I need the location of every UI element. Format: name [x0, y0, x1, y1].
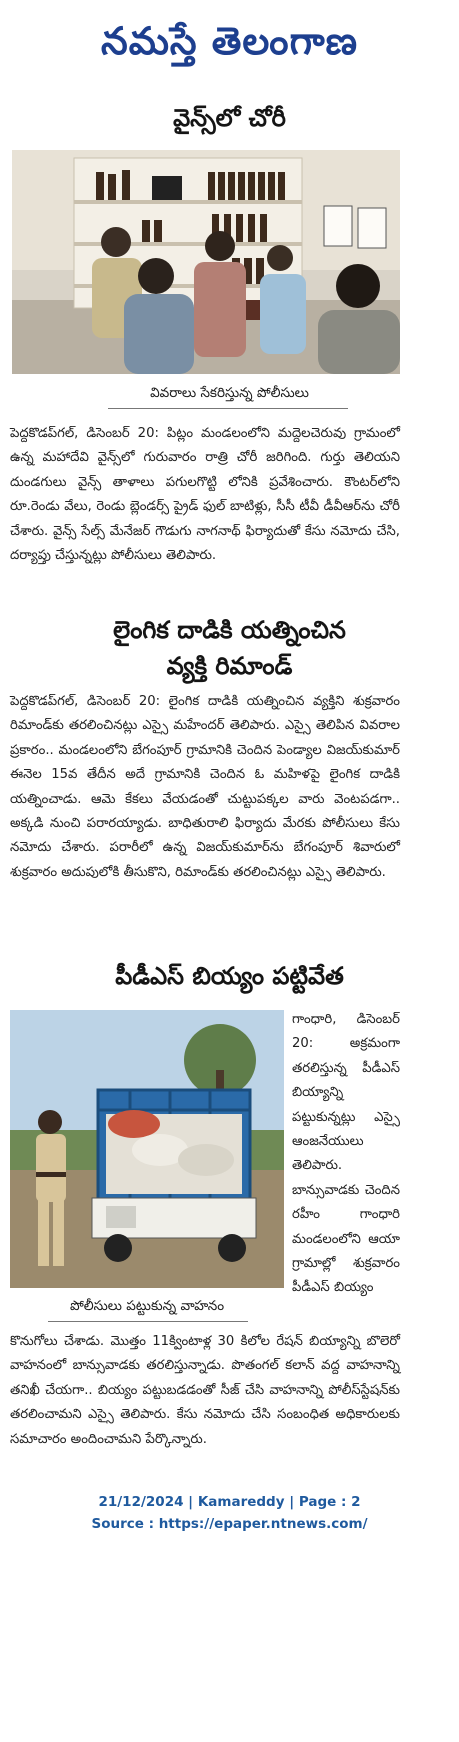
edition-info [0, 1494, 459, 1510]
source-link[interactable]: Source : https://epaper.ntnews.com/ [91, 1516, 368, 1532]
story3-photo-caption: పోలీసులు పట్టుకున్న వాహనం [69, 1298, 225, 1314]
masthead [0, 0, 459, 90]
story2-headline-line2: వ్యక్తి రిమాండ్ [166, 652, 293, 680]
wine-shop-photo [12, 150, 400, 374]
story3-headline: పీడీఎస్ బియ్యం పట్టివేత [115, 962, 344, 990]
story1-photo-caption: వివరాలు సేకరిస్తున్న పోలీసులు [150, 385, 309, 401]
newspaper-logo: నమస్తే తెలంగాణ [101, 17, 358, 63]
footer-separator: | [284, 1494, 299, 1510]
story1-body: పెద్దకొడప్‌గల్, డిసెంబర్ 20: పిట్లం మండలంలోని మద్దెలచెరువు గ్రామంలో ఉన్న మహాదేవి వైన్స్‌లో గురువారం రాత్రి చోరీ జరిగింది. గుర్తు తెలియని దుండగులు వైన్స్ తాళాలు పగులగొట్టి లోనికి ప్రవేశించారు. కౌంటర్‌లోని రూ.రెండు వేలు, రెండు బ్లెండర్స్ ప్రైడ్ ఫుల్ బాటిళ్లు, సీసీ టీవీ డీవీఆర్‌ను చోరీ చేశారు. వైన్స్ సేల్స్ మేనేజర్ గౌడుగు నాగనాథ్ ఫిర్యాదుతో కేసు నమోదు చేసి, దర్యాప్తు చేస్తున్నట్లు పోలీసులు తెలిపారు. [10, 426, 400, 564]
edition-name: Kamareddy [197, 1494, 285, 1510]
page-number: Page : 2 [298, 1494, 361, 1510]
story2-headline-line1: లైంగిక దాడికి యత్నించిన [113, 616, 346, 644]
story3-body-full: కొనుగోలు చేశాడు. మొత్తం 11క్వింటాళ్ల 30 కిలోల రేషన్ బియ్యాన్ని బొలెరో వాహనంలో బాన్సువాడకు తరలిస్తున్నాడు. పొతంగల్ కలాన్ వద్ద వాహనాన్ని తనిఖీ చేయగా.. బియ్యం పట్టుబడడంతో సీజ్ చేసి వాహనాన్ని పోలీస్‌స్టేషన్‌కు తరలించామని ఎస్సై తెలిపారు. కేసు నమోదు చేసి సంబంధిత అధికారులకు సమాచారం అందించామని పేర్కొన్నారు. [10, 1334, 400, 1447]
footer-separator: | [183, 1494, 198, 1510]
edition-date: 21/12/2024 [98, 1494, 184, 1510]
seized-vehicle-photo [10, 1010, 284, 1288]
caption-divider [48, 1321, 248, 1322]
story1-headline: వైన్స్‌లో చోరీ [173, 104, 286, 132]
story3-body-side: గాంధారి, డిసెంబర్ 20: అక్రమంగా తరలిస్తున్న పీడీఎస్ బియ్యాన్ని పట్టుకున్నట్లు ఎస్సై ఆంజనేయులు తెలిపారు. బాన్సువాడకు చెందిన రహీం గాంధారి మండలంలోని ఆయా గ్రామాల్లో శుక్రవారం పీడీఎస్ బియ్యం [292, 1012, 400, 1296]
caption-divider [108, 408, 348, 409]
story2-body: పెద్దకొడప్‌గల్, డిసెంబర్ 20: లైంగిక దాడికి యత్నించిన వ్యక్తిని శుక్రవారం రిమాండ్‌కు తరలించినట్లు ఎస్సై మహేందర్ తెలిపారు. ఎస్సై తెలిపిన వివరాల ప్రకారం.. మండలంలోని బేగంపూర్ గ్రామానికి చెందిన పెండ్యాల విజయ్‌కుమార్ ఈనెల 15వ తేదీన అదే గ్రామానికి చెందిన ఓ మహిళపై లైంగిక దాడికి యత్నించాడు. ఆమె కేకలు వేయడంతో చుట్టుపక్కల వారు వెంటపడగా.. అక్కడి నుంచి పరారయ్యాడు. బాధితురాలి ఫిర్యాదు మేరకు పోలీసులు కేసు నమోదు చేశారు. పరారీలో ఉన్న విజయ్‌కుమార్‌ను బేగంపూర్ శివారులో శుక్రవారం అదుపులోకి తీసుకొని, రిమాండ్‌కు తరలించినట్లు ఎస్సై తెలిపారు. [10, 694, 400, 880]
